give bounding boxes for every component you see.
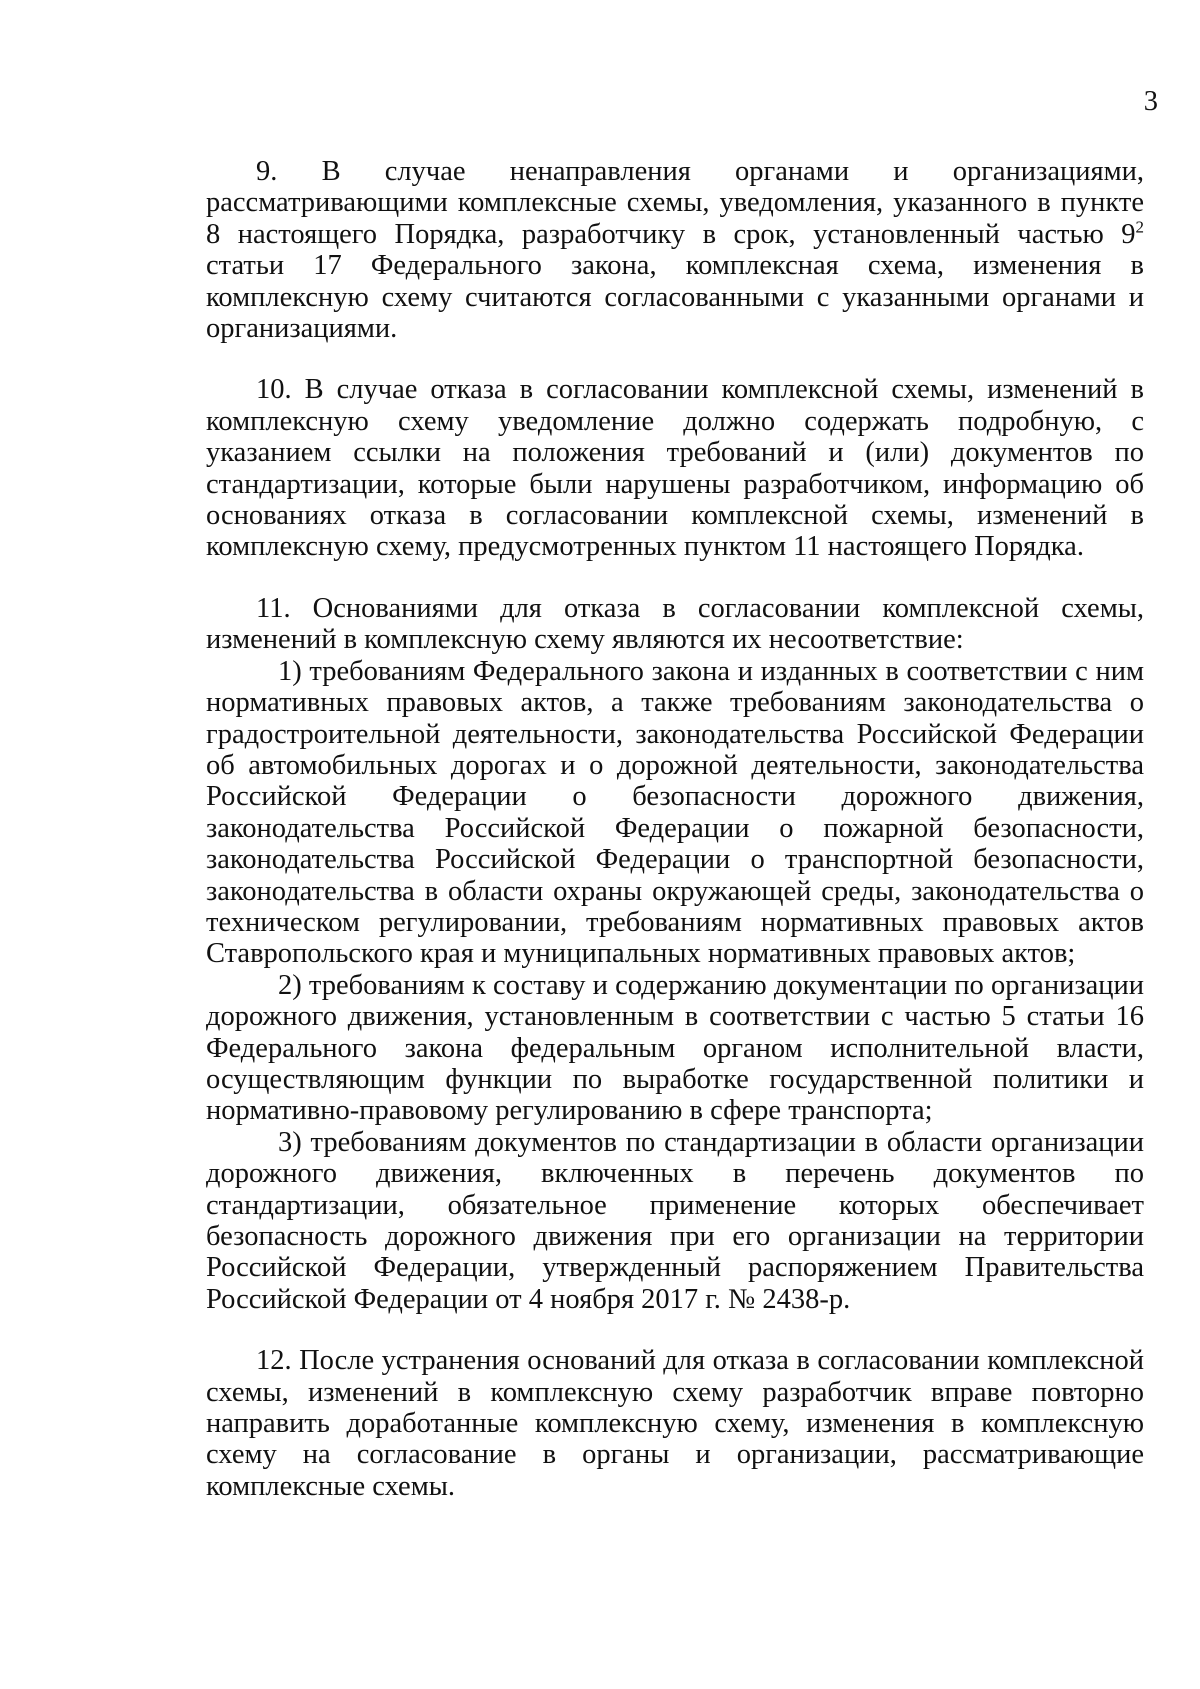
document-body <box>206 156 1144 1502</box>
paragraph-9 <box>206 156 1144 344</box>
paragraph-12: 12. После устранения оснований для отказа в согласовании комплексной схемы, изменений в комплексную схему разработчик вправе повторно направить доработанные комплексную схему, изменения в комплексную схему на согласование в органы и организации, рассматривающие комплексные схемы. <box>206 1345 1144 1502</box>
paragraph-11-item-3: 3) требованиям документов по стандартизации в области организации дорожного движения, включенных в перечень документов по стандартизации, обязательное применение которых обеспечивает безопасность дорожного движения при его организации на территории Российской Федерации, утвержденный распоряжением Правительства Российской Федерации от 4 ноября 2017 г. № 2438-р. <box>206 1126 1144 1315</box>
paragraph-11: 11. Основаниями для отказа в согласовании комплексной схемы, изменений в комплексную схему являются их несоответствие: <box>206 592 1144 656</box>
paragraph-9-superscript: 2 <box>1135 217 1144 237</box>
paragraph-10: 10. В случае отказа в согласовании комплексной схемы, изменений в комплексную схему уведомление должно содержать подробную, с указанием ссылки на положения требований и (или) документов по стандартизации, которые были нарушены разработчиком, информацию об основаниях отказа в согласовании комплексной схемы, изменений в комплексную схему, предусмотренных пунктом 11 настоящего Порядка. <box>206 374 1144 563</box>
paragraph-9-text-end: статьи 17 Федерального закона, комплексная схема, изменения в комплексную схему считаются согласованными с указанными органами и организациями. <box>206 250 1144 345</box>
paragraph-11-item-2: 2) требованиям к составу и содержанию документации по организации дорожного движения, установленным в соответствии с частью 5 статьи 16 Федерального закона федеральным органом исполнительной власти, осуществляющим функции по выработке государственной политики и нормативно-правовому регулированию в сфере транспорта; <box>206 969 1144 1127</box>
page-number: 3 <box>1143 86 1158 117</box>
paragraph-11-item-1: 1) требованиям Федерального закона и изданных в соответствии с ним нормативных правовых актов, а также требованиям законодательства о градостроительной деятельности, законодательства Российской Федерации об автомобильных дорогах и о дорожной деятельности, законодательства Российской Федерации о безопасности дорожного движения, законодательства Российской Федерации о пожарной безопасности, законодательства Российской Федерации о транспортной безопасности, законодательства в области охраны окружающей среды, законодательства о техническом регулировании, требованиям нормативных правовых актов Ставропольского края и муниципальных нормативных правовых актов; <box>206 655 1144 970</box>
paragraph-9-text-start: 9. В случае ненаправления органами и организациями, рассматривающими комплексные схемы, уведомления, указанного в пункте 8 настоящего Порядка, разработчику в срок, установленный частью 9 <box>206 156 1144 250</box>
